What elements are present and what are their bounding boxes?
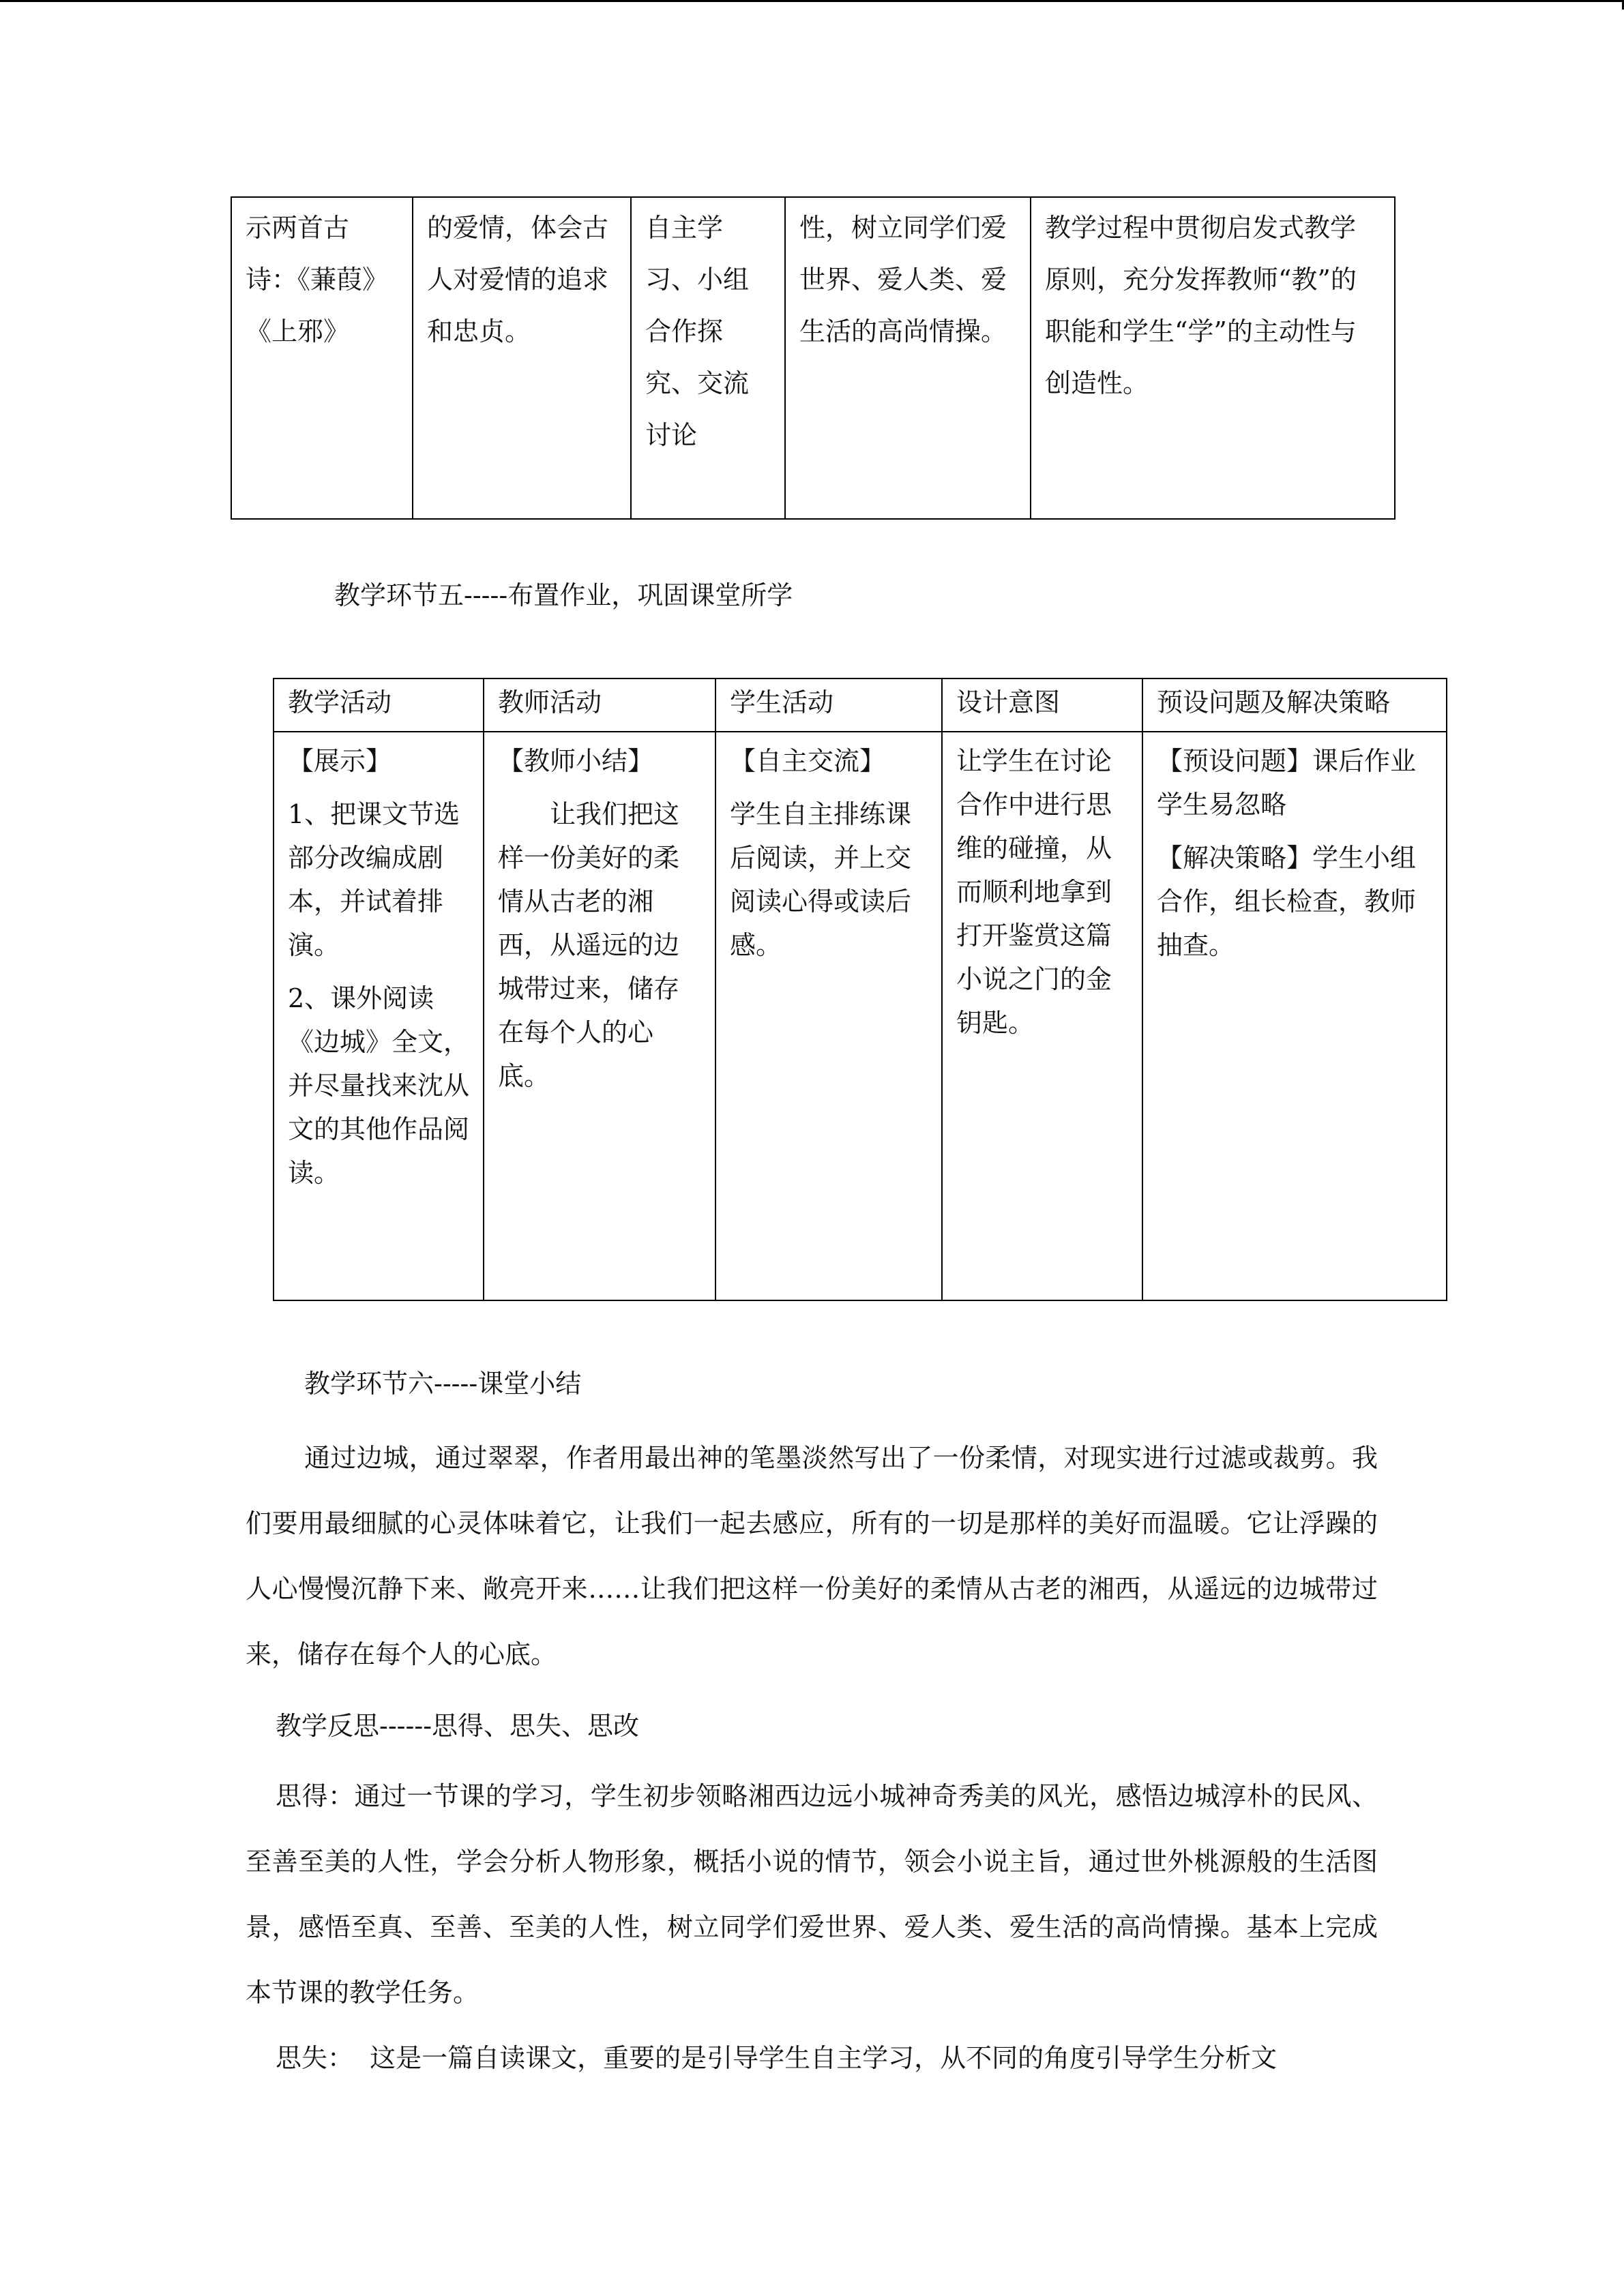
cell-label: 【展示】 bbox=[288, 746, 392, 776]
page-top-border bbox=[0, 0, 1624, 2]
column-header: 教师活动 bbox=[484, 679, 715, 732]
column-header: 学生活动 bbox=[715, 679, 942, 732]
cell-text: 【解决策略】学生小组合作，组长检查，教师抽查。 bbox=[1157, 843, 1417, 960]
table-cell: 自主学习、小组合作探究、交流讨论 bbox=[631, 197, 785, 519]
gains-paragraph: 思得：通过一节课的学习，学生初步领略湘西边远小城神奇秀美的风光，感悟边城淳朴的民风、至善至美的人性，学会分析人物形象，概括小说的情节，领会小说主旨，通过世外桃源般的生活图景，感悟至真、至善、至美的人性，树立同学们爱世界、爱人类、爱生活的高尚情操。基本上完成本节课的教学任务。 bbox=[246, 1781, 1378, 2008]
losses-paragraph: 思失： 这是一篇自读课文，重要的是引导学生自主学习，从不同的角度引导学生分析文 bbox=[276, 2043, 1278, 2073]
cell-text: 2、课外阅读《边城》全文，并尽量找来沈从文的其他作品阅读。 bbox=[288, 983, 470, 1188]
strategy-cell bbox=[1142, 732, 1447, 1300]
homework-table bbox=[273, 678, 1447, 1301]
cell-text: 1、把课文节选部分改编成剧本，并试着排演。 bbox=[288, 799, 460, 960]
cell-text: 让我们把这样一份美好的柔情从古老的湘西，从遥远的边城带过来，储存在每个人的心底。 bbox=[498, 799, 680, 1091]
cell-text: 让学生在讨论合作中进行思维的碰撞，从而顺利地拿到打开鉴赏这篇小说之门的金钥匙。 bbox=[956, 746, 1112, 1038]
cell-text: 【预设问题】课后作业学生易忽略 bbox=[1157, 746, 1417, 820]
table-cell: 的爱情，体会古人对爱情的追求和忠贞。 bbox=[413, 197, 631, 519]
lesson-table-continued bbox=[231, 196, 1396, 520]
table-cell: 示两首古诗：《蒹葭》《上邪》 bbox=[231, 197, 413, 519]
table-row bbox=[274, 732, 1447, 1300]
column-header: 教学活动 bbox=[274, 679, 484, 732]
summary-paragraph: 通过边城，通过翠翠，作者用最出神的笔墨淡然写出了一份柔情，对现实进行过滤或裁剪。我们要用最细腻的心灵体味着它，让我们一起去感应，所有的一切是那样的美好而温暖。它让浮躁的人心慢慢沉静下来、敞亮开来……让我们把这样一份美好的柔情从古老的湘西，从遥远的边城带过来，储存在每个人的心底。 bbox=[246, 1443, 1378, 1669]
table-cell: 性，树立同学们爱世界、爱人类、爱生活的高尚情操。 bbox=[785, 197, 1031, 519]
reflection-heading: 教学反思------思得、思失、思改 bbox=[276, 1711, 640, 1741]
table-cell: 教学过程中贯彻启发式教学原则，充分发挥教师“教”的职能和学生“学”的主动性与创造性。 bbox=[1031, 197, 1395, 519]
design-intent-cell bbox=[942, 732, 1142, 1300]
table-row bbox=[231, 197, 1395, 519]
teaching-activity-cell bbox=[274, 732, 484, 1300]
teacher-activity-cell bbox=[484, 732, 715, 1300]
student-activity-cell bbox=[715, 732, 942, 1300]
column-header: 预设问题及解决策略 bbox=[1142, 679, 1447, 732]
column-header: 设计意图 bbox=[942, 679, 1142, 732]
cell-label: 【自主交流】 bbox=[730, 746, 886, 776]
cell-label: 【教师小结】 bbox=[498, 746, 654, 776]
section5-heading: 教学环节五-----布置作业，巩固课堂所学 bbox=[334, 580, 793, 610]
table-header-row bbox=[274, 679, 1447, 732]
cell-text: 学生自主排练课后阅读，并上交阅读心得或读后感。 bbox=[730, 799, 912, 960]
section6-heading: 教学环节六-----课堂小结 bbox=[304, 1369, 582, 1399]
